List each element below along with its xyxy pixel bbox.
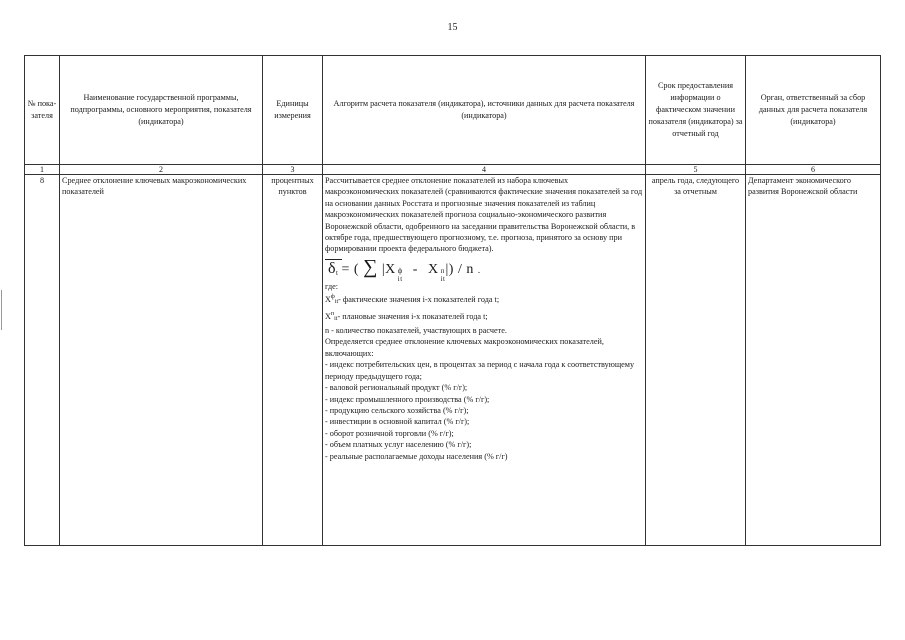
formula-where: где: [325, 281, 339, 291]
header-algorithm: Алгоритм расчета показателя (индикатора), источники данных для расчета показателя (индикатора) [323, 56, 646, 165]
page-number: 15 [447, 22, 458, 33]
sum-symbol: ∑ [363, 255, 378, 278]
formula-xp: X [427, 261, 439, 277]
header-responsible: Орган, ответственный за сбор данных для расчета показателя (индикатора) [746, 56, 881, 165]
responsible-body: Департамент экономического развития Воронежской области [746, 175, 881, 546]
indicator-algorithm [323, 175, 646, 546]
list-item: - индекс потребительских цен, в процентах за период с начала года к соответствующему периоду предыдущего года; [325, 360, 635, 381]
list-item: - оборот розничной торговли (% г/г); [325, 428, 454, 438]
list-item: - продукцию сельского хозяйства (% г/г); [325, 405, 469, 415]
list-item: - индекс промышленного производства (% г/г); [325, 394, 490, 404]
list-item: - валовой региональный продукт (% г/г); [325, 383, 468, 393]
legend-count: n - количество показателей, участвующих в расчете. [325, 326, 507, 336]
reporting-deadline: апрель года, следующего за отчетным [646, 175, 746, 546]
header-indicator-number: № пока-зателя [25, 56, 60, 165]
column-number: 2 [60, 165, 263, 175]
formula-eq: = ( [341, 261, 360, 277]
formula-dot: . [477, 264, 481, 275]
algorithm-intro: Рассчитывается среднее отклонение показателей из набора ключевых макроэкономических показателей (сравниваются фактические значения показателей за год на основании данных Росстата и прогнозные значения показателей из таблиц макроэкономических показателей прогноза социально-экономического развития Воронежской области, одобренного на заседании правительства Воронежской области, в октябре года, предшествующего прогнозному, т.е. прогноза, принятого за основу при формировании проекта федерального бюджета). [325, 176, 643, 254]
column-number-row [25, 165, 881, 175]
indicator-name: Среднее отклонение ключевых макроэкономических показателей [60, 175, 263, 546]
formula-xp-index: п it [440, 266, 446, 283]
header-unit: Единицы измерения [263, 56, 323, 165]
column-number: 6 [746, 165, 881, 175]
column-number: 4 [323, 165, 646, 175]
formula-abs-open: |X [381, 261, 396, 277]
determined-text: Определяется среднее отклонение ключевых макроэкономических показателей, включающих: [325, 337, 604, 358]
formula-xf-index: ф it [397, 266, 403, 283]
header-name: Наименование государственной программы, подпрограммы, основного мероприятия, показателя (индикатора) [60, 56, 263, 165]
header-deadline: Срок предоставления информации о фактическом значении показателя (индикатора) за отчетный год [646, 56, 746, 165]
legend-actual: $X^фit-$ фактические значения i-х показателей года t; [325, 294, 500, 306]
column-number: 1 [25, 165, 60, 175]
header-row [25, 56, 881, 165]
formula-close: |) / n [445, 261, 474, 277]
column-number: 5 [646, 165, 746, 175]
list-item: - инвестиции в основной капитал (% г/г); [325, 417, 470, 427]
formula [325, 255, 643, 283]
indicator-number: 8 [25, 175, 60, 546]
column-number: 3 [263, 165, 323, 175]
indicator-unit: процентных пунктов [263, 175, 323, 546]
formula-delta: $\delta_t$ [325, 259, 342, 282]
list-item: - реальные располагаемые доходы населения (% г/г) [325, 451, 508, 461]
scan-edge-mark [1, 290, 5, 330]
table-row [25, 175, 881, 546]
indicator-table [24, 55, 881, 546]
legend-planned: $X^пit-$ плановые значения i-х показателей года t; [325, 310, 488, 322]
list-item: - объем платных услуг населению (% г/г); [325, 440, 472, 450]
formula-minus: - [412, 261, 418, 277]
